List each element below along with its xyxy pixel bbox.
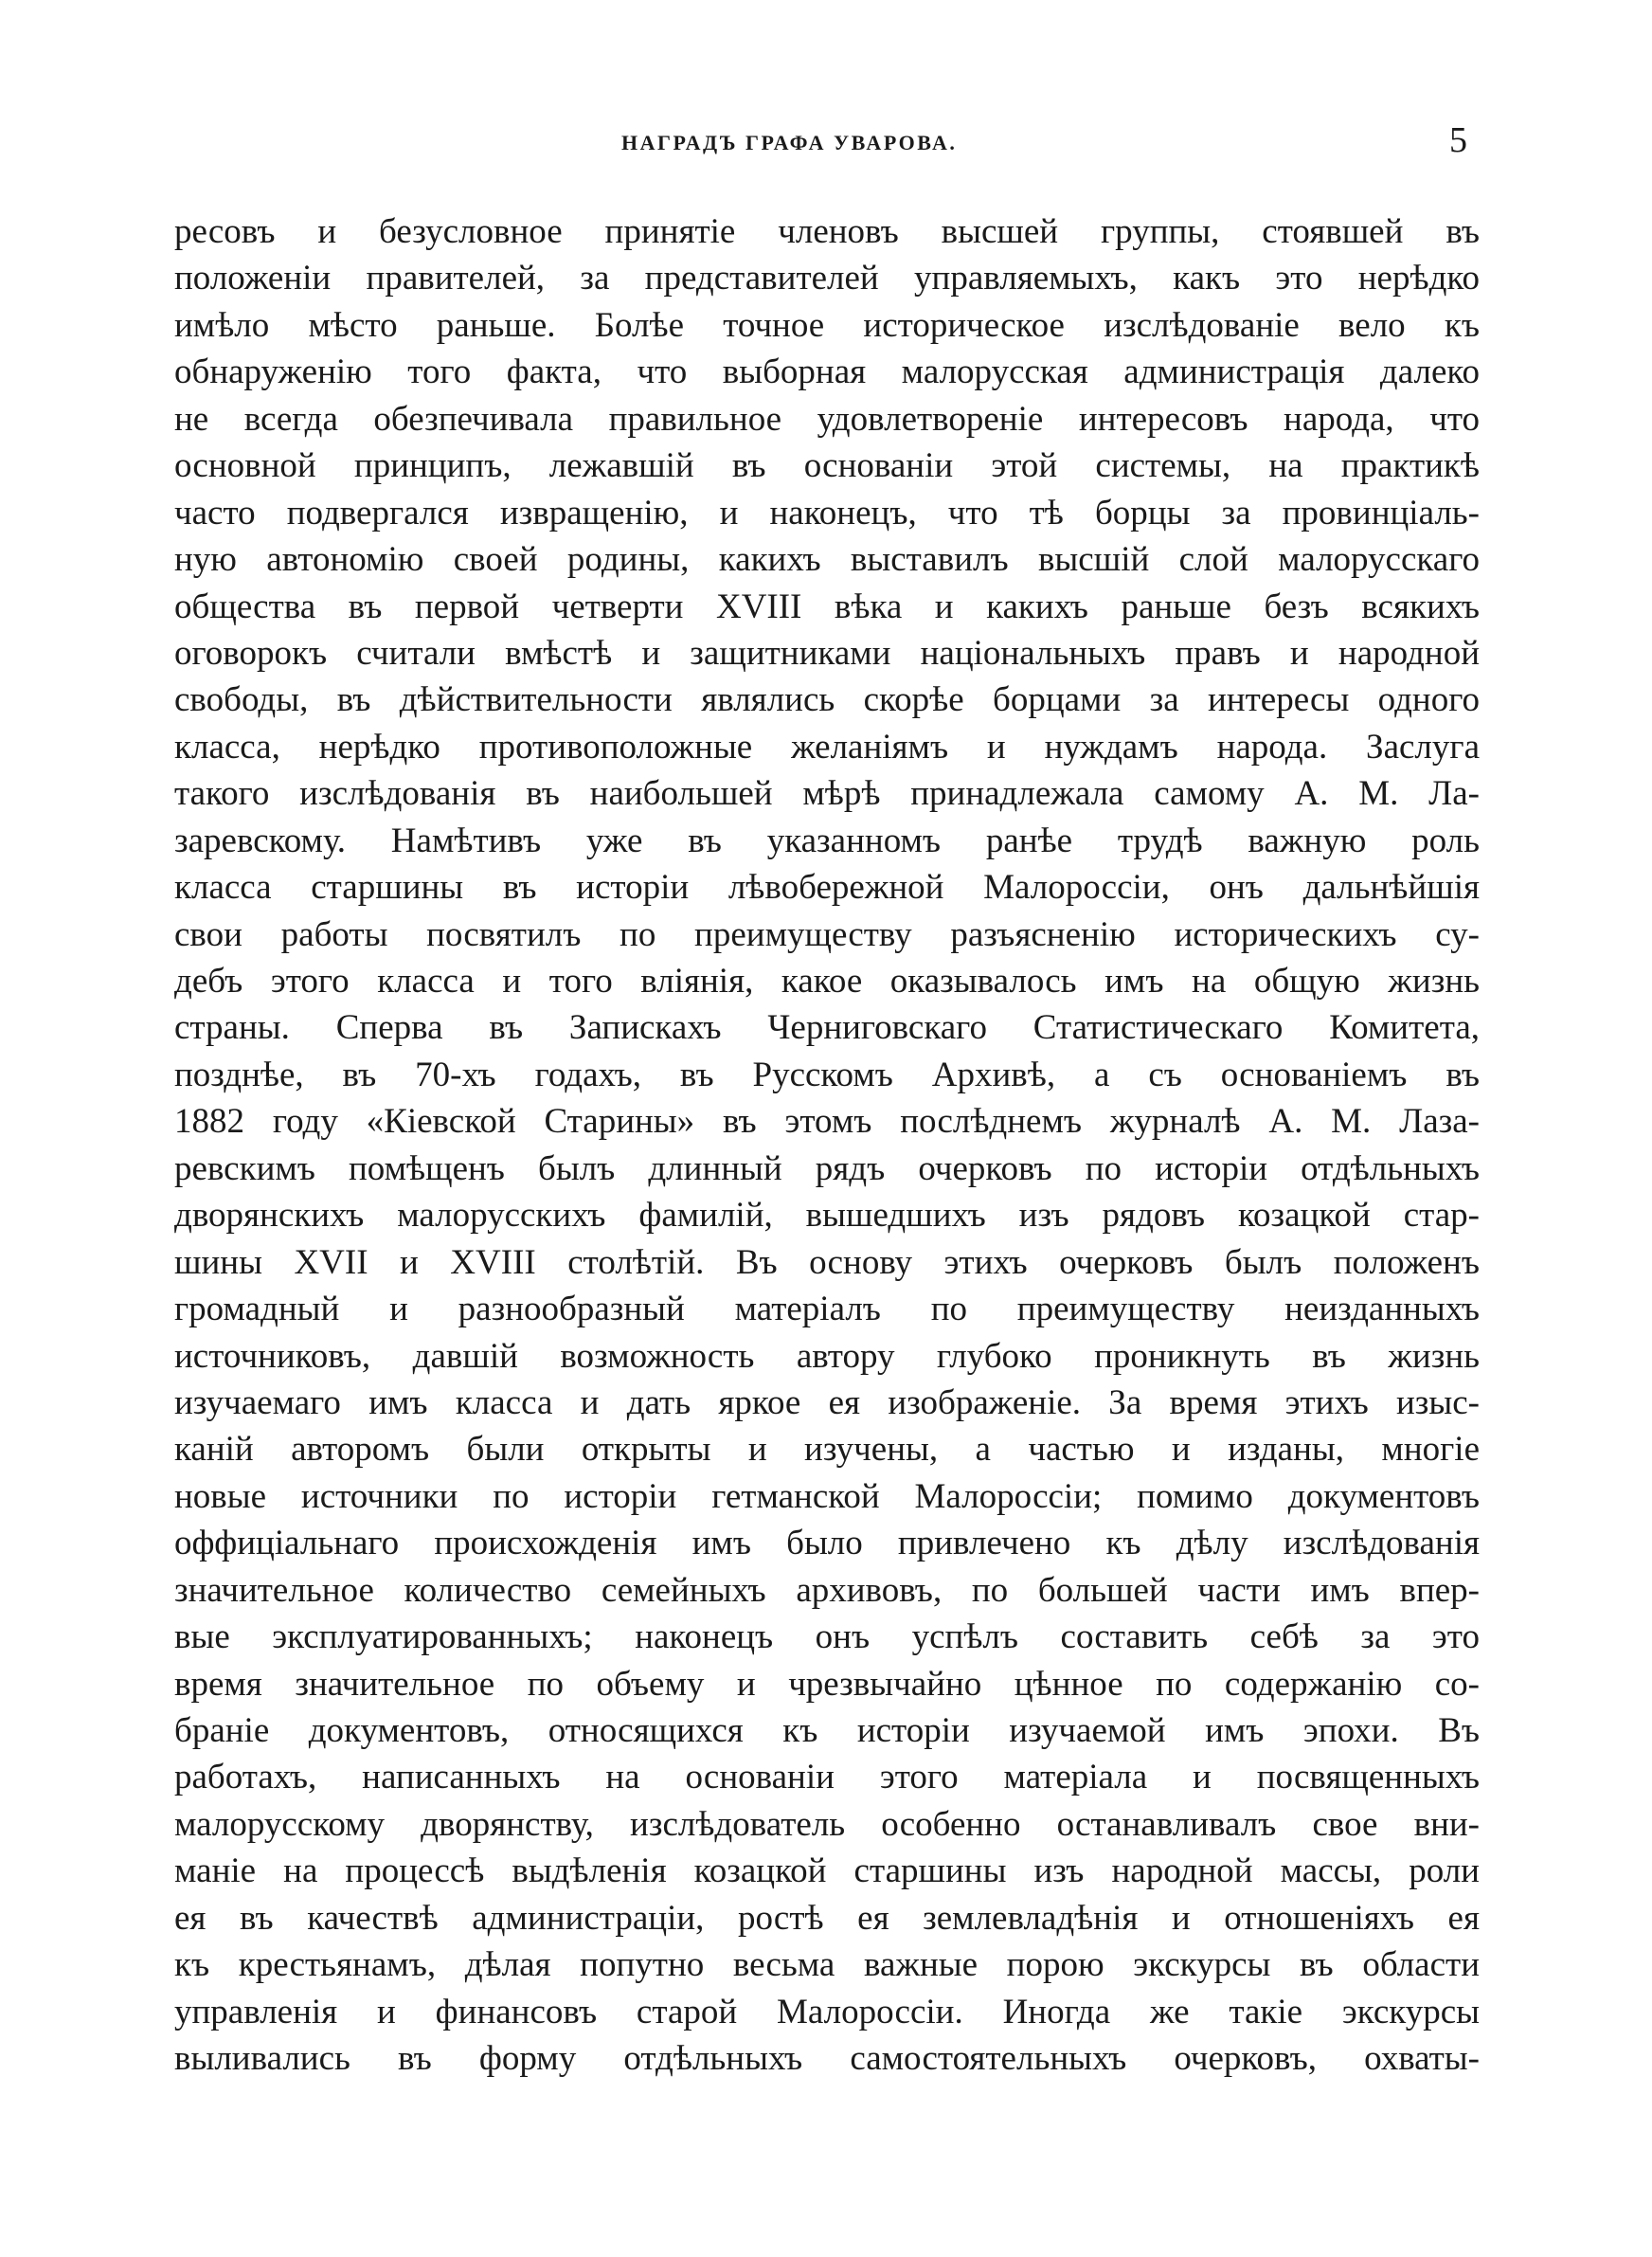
text-line: не всегда обезпечивала правильное удовлетвореніе интересовъ народа, что <box>174 399 1480 439</box>
text-line: ресовъ и безусловное принятіе членовъ высшей группы, стоявшей въ <box>174 212 1480 251</box>
text-line: свои работы посвятилъ по преимуществу разъясненію историческихъ су- <box>174 914 1480 954</box>
text-line: свободы, въ дѣйствительности являлись скорѣе борцами за интересы одного <box>174 680 1480 720</box>
text-line: значительное количество семейныхъ архивовъ, по большей части имъ впер- <box>174 1570 1480 1610</box>
text-line: имѣло мѣсто раньше. Болѣе точное историческое изслѣдованіе вело къ <box>174 305 1480 345</box>
text-line: положеніи правителей, за представителей управляемыхъ, какъ это нерѣдко <box>174 259 1480 298</box>
text-line: оффиціальнаго происхожденія имъ было привлечено къ дѣлу изслѣдованія <box>174 1524 1480 1563</box>
text-line: такого изслѣдованія въ наибольшей мѣрѣ принадлежала самому А. М. Ла- <box>174 774 1480 814</box>
body-text <box>174 208 1480 2083</box>
text-line: каній авторомъ были открыты и изучены, а частью и изданы, многіе <box>174 1430 1480 1470</box>
text-line: къ крестьянамъ, дѣлая попутно весьма важные порою экскурсы въ области <box>174 1945 1480 1985</box>
text-line: дебъ этого класса и того вліянія, какое оказывалось имъ на общую жизнь <box>174 962 1480 1001</box>
text-line: источниковъ, давшій возможность автору глубоко проникнуть въ жизнь <box>174 1336 1480 1376</box>
text-line: время значительное по объему и чрезвычайно цѣнное по содержанію со- <box>174 1664 1480 1704</box>
text-line: основной принципъ, лежавшій въ основаніи этой системы, на практикѣ <box>174 446 1480 486</box>
text-line: маніе на процессѣ выдѣленія козацкой старшины изъ народной массы, роли <box>174 1851 1480 1891</box>
text-line: оговорокъ считали вмѣстѣ и защитниками національныхъ правъ и народной <box>174 633 1480 673</box>
text-line: выливались въ форму отдѣльныхъ самостоятельныхъ очерковъ, охваты- <box>174 2039 1480 2079</box>
text-line: малорусскому дворянству, изслѣдователь особенно останавливалъ свое вни- <box>174 1804 1480 1844</box>
text-line: шины XVII и XVIII столѣтій. Въ основу этихъ очерковъ былъ положенъ <box>174 1242 1480 1282</box>
text-line: дворянскихъ малорусскихъ фамилій, вышедшихъ изъ рядовъ козацкой стар- <box>174 1196 1480 1236</box>
text-line: 1882 году «Кіевской Старины» въ этомъ послѣднемъ журналѣ А. М. Лаза- <box>174 1102 1480 1142</box>
text-line: работахъ, написанныхъ на основаніи этого матеріала и посвященныхъ <box>174 1758 1480 1797</box>
page-number: 5 <box>1449 120 1467 160</box>
running-head-title: НАГРАДЪ ГРАФА УВАРОВА. <box>621 131 958 154</box>
text-line: часто подвергался извращенію, и наконецъ, что тѣ борцы за провинціаль- <box>174 493 1480 533</box>
text-line: вые эксплуатированныхъ; наконецъ онъ успѣлъ составить себѣ за это <box>174 1617 1480 1657</box>
text-line: громадный и разнообразный матеріалъ по преимуществу неизданныхъ <box>174 1290 1480 1329</box>
text-line: страны. Сперва въ Запискахъ Черниговскаго Статистическаго Комитета, <box>174 1008 1480 1048</box>
text-line: ея въ качествѣ администраціи, ростѣ ея землевладѣнія и отношеніяхъ ея <box>174 1898 1480 1938</box>
text-line: браніе документовъ, относящихся къ исторіи изучаемой имъ эпохи. Въ <box>174 1711 1480 1750</box>
text-line: управленія и финансовъ старой Малороссіи. Иногда же такіе экскурсы <box>174 1992 1480 2031</box>
text-line: ную автономію своей родины, какихъ выставилъ высшій слой малорусскаго <box>174 540 1480 580</box>
text-line: заревскому. Намѣтивъ уже въ указанномъ ранѣе трудѣ важную роль <box>174 821 1480 860</box>
text-line: ревскимъ помѣщенъ былъ длинный рядъ очерковъ по исторіи отдѣльныхъ <box>174 1148 1480 1188</box>
text-line: позднѣе, въ 70-хъ годахъ, въ Русскомъ Архивѣ, а съ основаніемъ въ <box>174 1055 1480 1094</box>
text-line: класса старшины въ исторіи лѣвобережной Малороссіи, онъ дальнѣйшія <box>174 868 1480 908</box>
text-line: обнаруженію того факта, что выборная малорусская администрація далеко <box>174 352 1480 392</box>
text-line: изучаемаго имъ класса и дать яркое ея изображеніе. За время этихъ изыс- <box>174 1382 1480 1422</box>
text-line: общества въ первой четверти XVIII вѣка и какихъ раньше безъ всякихъ <box>174 587 1480 626</box>
text-line: класса, нерѣдко противоположные желаніямъ и нуждамъ народа. Заслуга <box>174 727 1480 767</box>
text-line: новые источники по исторіи гетманской Малороссіи; помимо документовъ <box>174 1476 1480 1516</box>
